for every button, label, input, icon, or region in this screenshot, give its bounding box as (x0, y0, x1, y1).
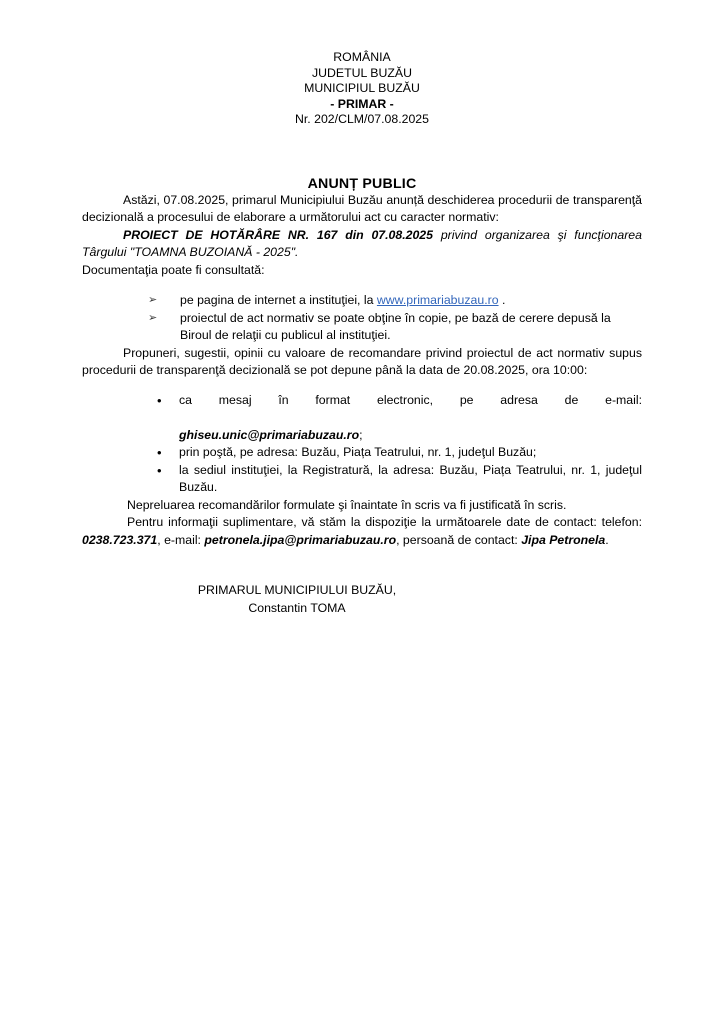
list-item (155, 462, 642, 497)
dot-bullet-icon: • (157, 392, 162, 408)
contact-email-label: , e-mail: (157, 532, 205, 547)
letterhead-registration-number: Nr. 202/CLM/07.08.2025 (295, 112, 429, 126)
contact-person-label: , persoană de contact: (396, 532, 522, 547)
documentation-item-text: proiectul de act normativ se poate obţine în copie, pe bază de cerere depusă la Biroul de relaţii cu publicul al instituţiei. (180, 310, 611, 342)
contact-period: . (605, 532, 609, 547)
contact-person-name: Jipa Petronela (521, 532, 606, 547)
dot-bullet-icon: • (157, 462, 162, 478)
page-title: ANUNȚ PUBLIC (307, 175, 417, 192)
contact-paragraph (82, 514, 642, 549)
documentation-item-text: pe pagina de internet a instituţiei, la (180, 293, 377, 307)
project-number: PROIECT DE HOTĂRÂRE NR. 167 din 07.08.2025 (123, 227, 433, 242)
letterhead-country: ROMÂNIA (333, 50, 391, 64)
proposals-paragraph: Propuneri, sugestii, opinii cu valoare de recomandare privind proiectul de act normativ supus procedurii de transparenţă decizională se pot depune până la data de 20.08.2025, ora 10:00: (82, 345, 642, 377)
proposals-list (82, 392, 642, 497)
letterhead-city: MUNICIPIUL BUZĂU (304, 81, 420, 95)
project-paragraph (82, 227, 642, 262)
contact-intro-text: Pentru informaţii suplimentare, vă stăm la dispoziţie la următoarele date de contact: telefon: (127, 515, 642, 529)
documentation-heading: Documentaţia poate fi consultată: (82, 262, 265, 277)
arrow-bullet-icon: ➢ (148, 294, 158, 306)
intro-paragraph: Astăzi, 07.08.2025, primarul Municipiului Buzău anunță deschiderea procedurii de transparenţă decizională a procesului de elaborare a următorului act cu caracter normativ: (82, 192, 642, 224)
nepreluare-paragraph: Nepreluarea recomandărilor formulate şi înaintate în scris va fi justificată în scris. (127, 497, 567, 512)
signature-name: Constantin TOMA (248, 600, 346, 615)
submission-email: ghiseu.unic@primariabuzau.ro (179, 427, 360, 442)
letterhead (82, 50, 642, 128)
documentation-list (82, 292, 642, 345)
signature-block (82, 582, 642, 617)
project-description: privind organizarea şi funcţionarea Târgului "TOAMNA BUZOIANĂ - 2025". (82, 227, 642, 259)
list-item (155, 444, 642, 462)
proposals-item-text: prin poştă, pe adresa: Buzău, Piața Teatrului, nr. 1, judeţul Buzău; (179, 445, 537, 459)
arrow-bullet-icon: ➢ (148, 311, 158, 324)
contact-phone: 0238.723.371 (82, 532, 158, 547)
list-item (148, 292, 642, 310)
proposals-item-text: la sediul instituţiei, la Registratură, la adresa: Buzău, Piața Teatrului, nr. 1, judeţul Buzău. (179, 462, 642, 494)
proposals-item-text-after: ; (359, 427, 363, 442)
proposals-item-text: ca mesaj în format electronic, pe adresa de e-mail: (179, 392, 642, 407)
institution-website-link[interactable]: www.primariabuzau.ro (376, 293, 499, 307)
document-content (82, 0, 642, 617)
documentation-item-text-after: . (498, 293, 506, 307)
letterhead-role: - PRIMAR - (330, 96, 394, 111)
dot-bullet-icon: • (157, 445, 162, 460)
list-item (155, 392, 642, 445)
list-item (148, 310, 642, 345)
contact-email: petronela.jipa@primariabuzau.ro (204, 532, 397, 547)
letterhead-county: JUDETUL BUZĂU (312, 65, 412, 80)
signature-title: PRIMARUL MUNICIPIULUI BUZĂU, (197, 583, 397, 597)
